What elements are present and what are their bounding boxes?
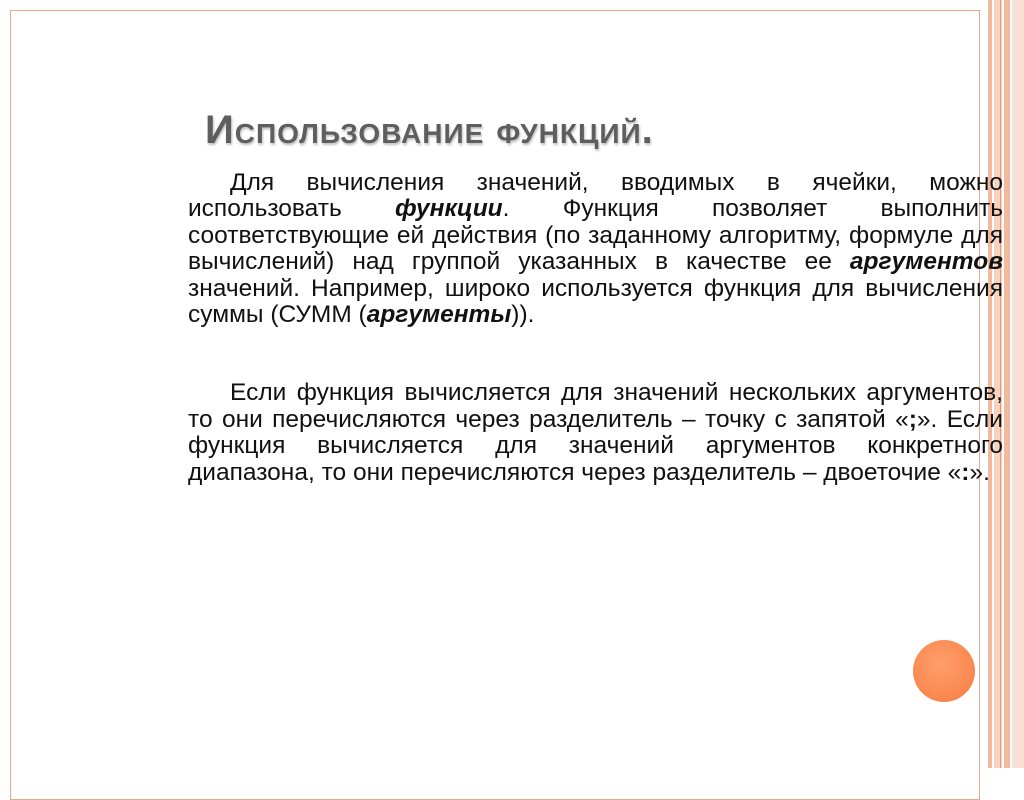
text: . Функция позволяет выполнить соответствующие ей действия (по заданному алгоритму, формуле для вычислений) над группой указанных в качестве ее bbox=[188, 195, 1003, 276]
emphasis-arguments: аргументов bbox=[849, 248, 1003, 276]
slide-title: Использование функций. bbox=[205, 108, 654, 152]
text: ». Если функция вычисляется для значений аргументов конкретного диапазона, то они перечисляются через разделитель – двоеточие « bbox=[188, 405, 1003, 486]
slide-body bbox=[188, 170, 1003, 486]
emphasis-arguments: аргументы bbox=[366, 301, 512, 329]
text: ». bbox=[969, 458, 990, 486]
text: Если функция вычисляется для значений нескольких аргументов, то они перечисляются через разделитель – точку с запятой « bbox=[188, 379, 1003, 433]
decorative-stripe bbox=[1012, 0, 1024, 768]
decorative-stripe bbox=[1004, 0, 1010, 768]
text: Для вычисления значений, вводимых в ячейки, можно использовать bbox=[188, 169, 1003, 223]
paragraph-separators bbox=[188, 380, 1003, 486]
decorative-circle bbox=[913, 640, 975, 702]
text: )). bbox=[511, 301, 535, 329]
colon-symbol: : bbox=[961, 458, 970, 486]
emphasis-functions: функции bbox=[394, 195, 503, 223]
semicolon-symbol: ; bbox=[908, 405, 917, 433]
paragraph-functions bbox=[188, 170, 1003, 328]
text: значений. Например, широко используется функция для вычисления суммы (СУММ ( bbox=[188, 274, 1003, 329]
